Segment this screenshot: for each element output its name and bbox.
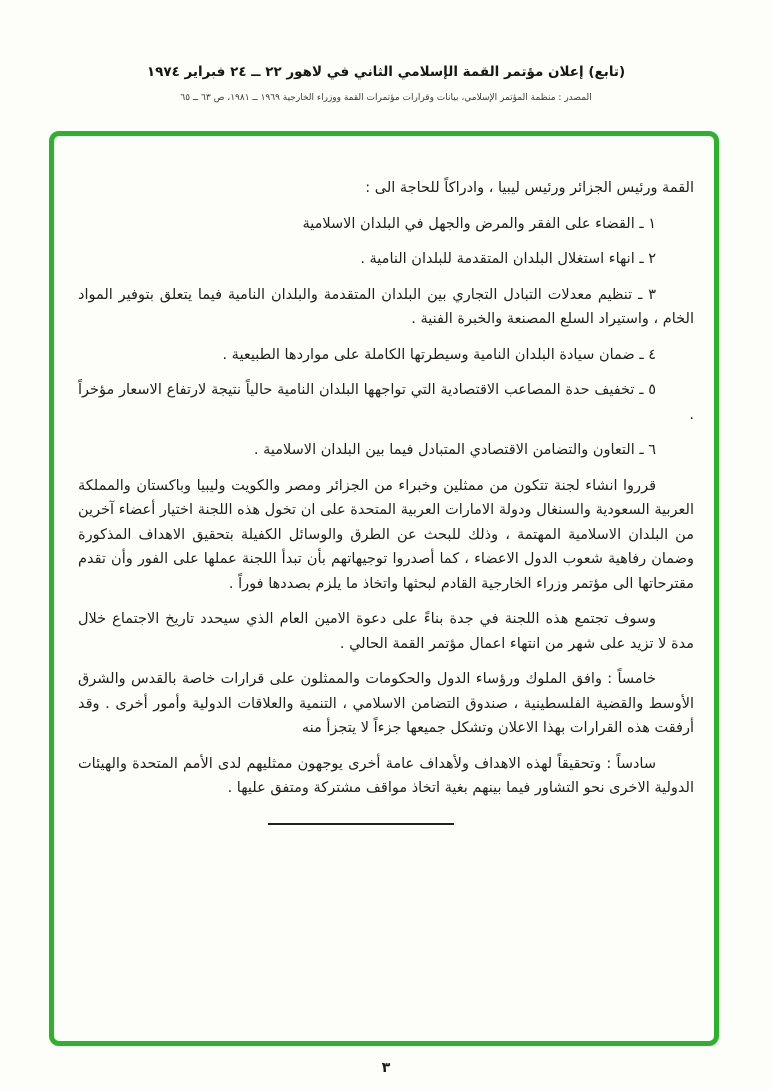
body-paragraph: وسوف تجتمع هذه اللجنة في جدة بناءً على دعوة الامين العام الذي سيحدد تاريخ الاجتماع خلال مدة لا تزيد على شهر من انتهاء اعمال مؤتمر القمة الحالي . (78, 611, 694, 652)
numbered-item-5: ٥ ـ تخفيف حدة المصاعب الاقتصادية التي تواجهها البلدان النامية حالياً نتيجة لارتفاع الاسعار مؤخراً . (78, 382, 694, 423)
numbered-item-6: ٦ ـ التعاون والتضامن الاقتصادي المتبادل فيما بين البلدان الاسلامية . (253, 442, 656, 458)
body-paragraph: سادساً : وتحقيقاً لهذه الاهداف ولأهداف عامة أخرى يوجهون ممثليهم لدى الأمم المتحدة والهيئات الدولية الاخرى نحو التشاور فيما بينهم بغية اتخاذ مواقف مشتركة ومتفق عليها . (78, 755, 694, 796)
numbered-item-2: ٢ ـ انهاء استغلال البلدان المتقدمة للبلدان النامية . (360, 251, 656, 267)
document-body (78, 176, 694, 825)
section-divider (268, 823, 454, 825)
page-number: ٣ (381, 1060, 391, 1076)
body-paragraph: قرروا انشاء لجنة تتكون من ممثلين وخبراء من الجزائر ومصر والكويت وليبيا وباكستان والمملكة العربية السعودية والسنغال ودولة الامارات العربية المتحدة على ان تخول هذه اللجنة اختيار أعضاء آخرين من البلدان الاسلامية المهتمة ، وذلك للبحث عن الطرق والوسائل الكفيلة بتحقيق الاهداف المذكورة وضمان رفاهية شعوب الدول الاعضاء ، كما أصدروا توجيهاتهم بأن تبدأ اللجنة عملها على الفور وأن تقدم مقترحاتها الى مؤتمر وزراء الخارجية القادم لبحثها واتخاذ ما يلزم بصددها فوراً . (78, 477, 694, 592)
document-title: (تابع) إعلان مؤتمر القمة الإسلامي الثاني في لاهور ٢٢ ــ ٢٤ فبراير ١٩٧٤ (146, 64, 626, 80)
numbered-item-3: ٣ ـ تنظيم معدلات التبادل التجاري بين البلدان المتقدمة والبلدان النامية فيما يتعلق بتوفير المواد الخام ، واستيراد السلع المصنعة والخبرة الفنية . (78, 286, 694, 327)
highlight-border-box (49, 131, 719, 1046)
numbered-item-4: ٤ ـ ضمان سيادة البلدان النامية وسيطرتها الكاملة على مواردها الطبيعية . (222, 346, 656, 363)
numbered-item-1: ١ ـ القضاء على الفقر والمرض والجهل في البلدان الاسلامية (302, 215, 656, 232)
document-source-line: المصدر : منظمة المؤتمر الإسلامي، بيانات وقرارات مؤتمرات القمة ووزراء الخارجية ١٩٦٩ ــ ١٩٨١، ص ٦٣ ــ ٦٥ (180, 93, 592, 103)
body-paragraph: خامساً : وافق الملوك ورؤساء الدول والحكومات والممثلون على قرارات خاصة بالقدس والشرق الأوسط والقضية الفلسطينية ، صندوق التضامن الاسلامي ، التنمية والعلاقات الدولية وأمور أخرى . وقد أرفقت هذه القرارات بهذا الاعلان وتشكل جميعها جزءاً لا يتجزأ منه (78, 671, 694, 736)
intro-paragraph: القمة ورئيس الجزائر ورئيس ليبيا ، وادراكاً للحاجة الى : (365, 180, 694, 196)
